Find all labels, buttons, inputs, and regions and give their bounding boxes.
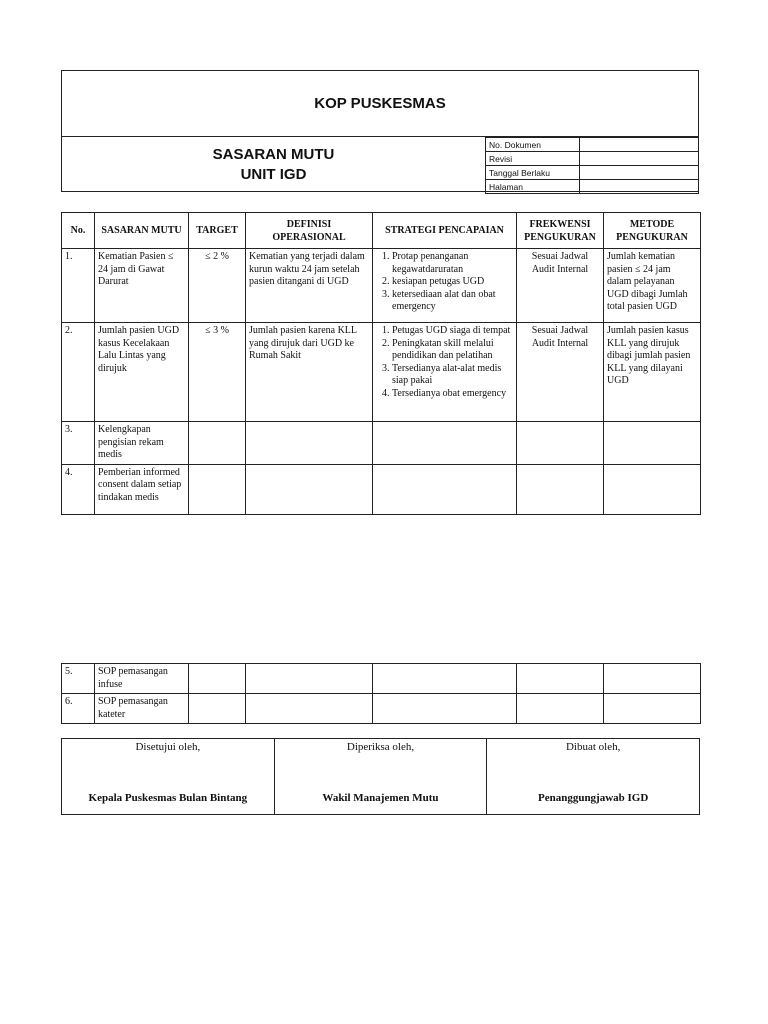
signature-label: Disetujui oleh, [135, 741, 201, 753]
signature-prepared [487, 739, 700, 815]
cell-empty [189, 464, 246, 514]
col-header-metode: METODE PENGUKURAN [604, 213, 701, 249]
cell-empty [517, 664, 604, 694]
cell-no: 6. [62, 694, 95, 724]
cell-metode: Jumlah pasien kasus KLL yang dirujuk dibagi jumlah pasien KLL yang dilayani UGD [604, 323, 701, 422]
cell-sasaran: Kematian Pasien ≤ 24 jam di Gawat Darurat [95, 249, 189, 323]
table-row [62, 422, 701, 465]
strategy-item: 2. Peningkatan skill melalui pendidikan dan pelatihan [392, 338, 513, 363]
cell-empty [604, 664, 701, 694]
title-line-1: SASARAN MUTU [212, 145, 335, 163]
signature-table [61, 738, 700, 815]
strategy-item: 1. Petugas UGD siaga di tempat [392, 325, 513, 338]
cell-empty [517, 464, 604, 514]
cell-empty [604, 464, 701, 514]
cell-empty [373, 422, 517, 465]
cell-no: 2. [62, 323, 95, 422]
cell-empty [189, 694, 246, 724]
signature-approved [62, 739, 275, 815]
strategy-item: 3. ketersediaan alat dan obat emergency [392, 289, 513, 314]
cell-sasaran: Jumlah pasien UGD kasus Kecelakaan Lalu Lintas yang dirujuk [95, 323, 189, 422]
cell-definisi: Jumlah pasien karena KLL yang dirujuk dari UGD ke Rumah Sakit [246, 323, 373, 422]
cell-empty [373, 664, 517, 694]
strategy-item: 3. Tersedianya alat-alat medis siap pakai [392, 363, 513, 388]
signature-label: Diperiksa oleh, [346, 741, 415, 753]
table-row [62, 464, 701, 514]
quality-target-table-continued [61, 663, 701, 724]
col-header-target: TARGET [189, 213, 246, 249]
cell-sasaran: Pemberian informed consent dalam setiap tindakan medis [95, 464, 189, 514]
table-row [62, 664, 701, 694]
cell-empty [246, 464, 373, 514]
cell-definisi: Kematian yang terjadi dalam kurun waktu 24 jam setelah pasien ditangani di UGD [246, 249, 373, 323]
signature-checked [274, 739, 487, 815]
signature-name: Wakil Manajemen Mutu [322, 792, 439, 804]
cell-empty [517, 694, 604, 724]
doc-field-label: Revisi [486, 152, 580, 166]
cell-no: 4. [62, 464, 95, 514]
cell-empty [373, 464, 517, 514]
signature-name: Kepala Puskesmas Bulan Bintang [88, 792, 248, 804]
cell-target: ≤ 3 % [189, 323, 246, 422]
document-title [62, 137, 485, 192]
doc-field-label: Halaman [486, 180, 580, 194]
title-line-2: UNIT IGD [240, 165, 307, 183]
quality-target-table [61, 212, 701, 515]
cell-empty [189, 664, 246, 694]
cell-no: 1. [62, 249, 95, 323]
cell-no: 3. [62, 422, 95, 465]
document-header [61, 70, 699, 192]
cell-metode: Jumlah kematian pasien ≤ 24 jam dalam pelayanan UGD dibagi Jumlah total pasien UGD [604, 249, 701, 323]
doc-field-value [580, 166, 699, 180]
cell-empty [604, 422, 701, 465]
document-info-table [485, 137, 699, 192]
col-header-strategi: STRATEGI PENCAPAIAN [373, 213, 517, 249]
cell-empty [517, 422, 604, 465]
cell-frekwensi: Sesuai Jadwal Audit Internal [517, 323, 604, 422]
col-header-no: No. [62, 213, 95, 249]
strategy-item: 4. Tersedianya obat emergency [392, 388, 513, 401]
table-row [62, 249, 701, 323]
cell-empty [246, 664, 373, 694]
cell-sasaran: SOP pemasangan infuse [95, 664, 189, 694]
cell-sasaran: SOP pemasangan kateter [95, 694, 189, 724]
cell-no: 5. [62, 664, 95, 694]
cell-sasaran: Kelengkapan pengisian rekam medis [95, 422, 189, 465]
cell-empty [604, 694, 701, 724]
doc-field-label: No. Dokumen [486, 138, 580, 152]
cell-strategi [373, 249, 517, 323]
cell-empty [246, 694, 373, 724]
cell-strategi [373, 323, 517, 422]
table-row [62, 694, 701, 724]
col-header-definisi: DEFINISI OPERASIONAL [246, 213, 373, 249]
table-row [62, 323, 701, 422]
cell-frekwensi: Sesuai Jadwal Audit Internal [517, 249, 604, 323]
col-header-frekwensi: FREKWENSI PENGUKURAN [517, 213, 604, 249]
doc-field-value [580, 180, 699, 194]
cell-empty [246, 422, 373, 465]
doc-field-value [580, 152, 699, 166]
cell-empty [373, 694, 517, 724]
cell-target: ≤ 2 % [189, 249, 246, 323]
signature-name: Penanggungjawab IGD [537, 792, 649, 804]
cell-empty [189, 422, 246, 465]
strategy-item: 1. Protap penanganan kegawatdaruratan [392, 251, 513, 276]
doc-field-label: Tanggal Berlaku [486, 166, 580, 180]
strategy-item: 2. kesiapan petugas UGD [392, 276, 513, 289]
signature-label: Dibuat oleh, [565, 741, 621, 753]
doc-field-value [580, 138, 699, 152]
kop-title: KOP PUSKESMAS [62, 71, 698, 137]
col-header-sasaran: SASARAN MUTU [95, 213, 189, 249]
table-header-row [62, 213, 701, 249]
